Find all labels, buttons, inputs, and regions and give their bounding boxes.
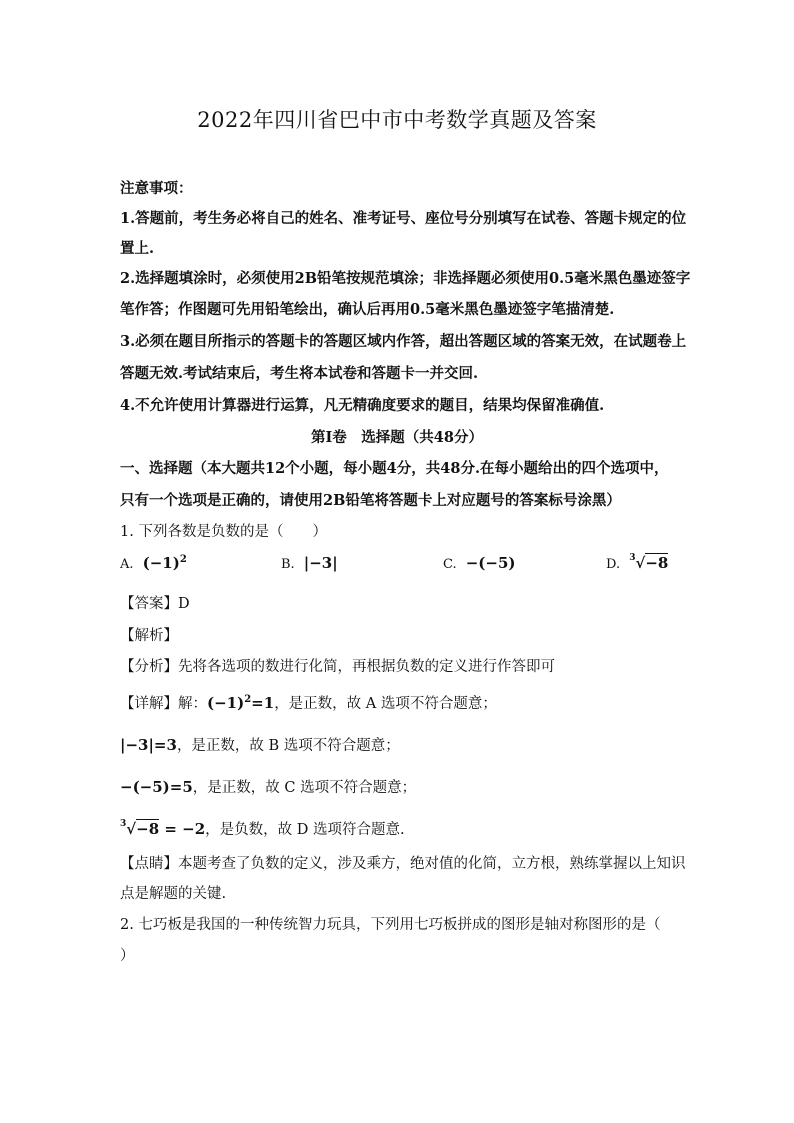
note-3-line-1: 3.必须在题目所指示的答题卡的答题区域内作答，超出答题区域的答案无效，在试题卷上 bbox=[120, 333, 687, 350]
option-c-label: C. bbox=[443, 557, 457, 572]
detail-4-radicand: −8 bbox=[136, 820, 160, 838]
detail-1-text: ，是正数，故 A 选项不符合题意； bbox=[274, 696, 497, 712]
detail-tag: 【详解】解： bbox=[120, 696, 207, 712]
detail-4-root-index: 3 bbox=[120, 819, 127, 829]
option-c-expr: −(−5) bbox=[465, 554, 516, 572]
detail-1-result: =1 bbox=[251, 694, 275, 712]
note-2-line-1: 2.选择题填涂时，必须使用2B铅笔按规范填涂；非选择题必须使用0.5毫米黑色墨迹签字 bbox=[120, 270, 691, 287]
notes-heading: 注意事项： bbox=[120, 180, 193, 197]
option-a bbox=[120, 553, 187, 572]
detail-3-text: ，是正数，故 C 选项不符合题意； bbox=[192, 780, 417, 796]
note-1-line-1: 1.答题前，考生务必将自己的姓名、准考证号、座位号分别填写在试卷、答题卡规定的位 bbox=[120, 210, 687, 227]
question-2-stem-line-2: ） bbox=[120, 948, 135, 964]
option-b-label: B. bbox=[281, 557, 295, 572]
detail-line-2 bbox=[120, 734, 400, 755]
option-a-expr: (−1) bbox=[142, 554, 180, 572]
note-2-line-2: 笔作答；作图题可先用铅笔绘出，确认后再用0.5毫米黑色墨迹签字笔描清楚. bbox=[120, 301, 615, 318]
note-3-line-2: 答题无效.考试结束后，考生将本试卷和答题卡一并交回. bbox=[120, 365, 479, 382]
note-4: 4.不允许使用计算器进行运算，凡无精确度要求的题目，结果均保留准确值. bbox=[120, 397, 605, 414]
detail-1-expr: (−1) bbox=[207, 694, 245, 712]
option-d-radicand: −8 bbox=[645, 554, 669, 572]
analysis-tag: 【解析】 bbox=[120, 628, 178, 644]
option-b-expr: |−3| bbox=[303, 554, 338, 572]
dianjing-line-2: 点是解题的关键. bbox=[120, 886, 227, 902]
part-1-instructions-line-1: 一、选择题（本大题共12个小题，每小题4分，共48分.在每小题给出的四个选项中， bbox=[120, 460, 669, 477]
option-d-root-index: 3 bbox=[629, 553, 636, 563]
option-c bbox=[443, 553, 516, 572]
detail-3-expr: −(−5)=5 bbox=[120, 778, 193, 796]
option-d-label: D. bbox=[606, 557, 621, 572]
option-a-exponent: 2 bbox=[179, 554, 187, 565]
option-d: D. $^3$√−8 bbox=[606, 553, 669, 572]
detail-line-1 bbox=[120, 692, 497, 713]
section-heading: 第Ⅰ卷 选择题（共48分） bbox=[311, 429, 483, 446]
detail-4-text: ，是负数，故 D 选项符合题意. bbox=[205, 822, 405, 838]
option-b bbox=[281, 553, 338, 572]
detail-1-exponent: 2 bbox=[244, 694, 252, 705]
question-2-stem-line-1: 2. 七巧板是我国的一种传统智力玩具，下列用七巧板拼成的图形是轴对称图形的是（ bbox=[120, 917, 661, 933]
detail-2-expr: |−3|=3 bbox=[120, 736, 177, 754]
detail-line-4: $^3$√−8 = −2，是负数，故 D 选项符合题意. bbox=[120, 819, 405, 838]
answer: 【答案】D bbox=[120, 596, 190, 612]
analysis-text: 【分析】先将各选项的数进行化简，再根据负数的定义进行作答即可 bbox=[120, 659, 555, 675]
question-1-stem: 1. 下列各数是负数的是（ ） bbox=[120, 524, 327, 540]
part-1-instructions-line-2: 只有一个选项是正确的，请使用2B铅笔将答题卡上对应题号的答案标号涂黑） bbox=[120, 492, 621, 509]
page-title: 2022年四川省巴中市中考数学真题及答案 bbox=[197, 108, 597, 132]
option-a-label: A. bbox=[120, 557, 134, 572]
detail-2-text: ，是正数，故 B 选项不符合题意； bbox=[176, 738, 400, 754]
dianjing-line-1: 【点睛】本题考查了负数的定义，涉及乘方，绝对值的化简，立方根，熟练掌握以上知识 bbox=[120, 856, 686, 872]
detail-line-3 bbox=[120, 776, 416, 797]
detail-4-result: = −2 bbox=[159, 820, 206, 838]
note-1-line-2: 置上. bbox=[120, 240, 155, 257]
